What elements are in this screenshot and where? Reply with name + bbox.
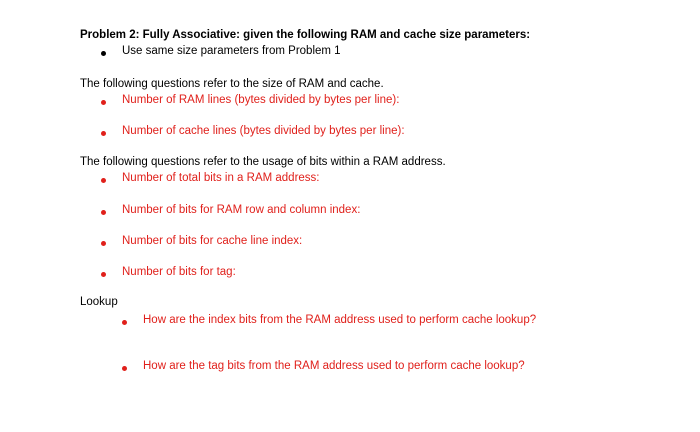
cache-line-index-question: Number of bits for cache line index:: [122, 235, 303, 247]
index-lookup-question: How are the index bits from the RAM address used to perform cache lookup?: [143, 314, 537, 326]
tag-bits-question: Number of bits for tag:: [122, 266, 236, 278]
total-bits-question: Number of total bits in a RAM address:: [122, 172, 320, 184]
cache-lines-question: Number of cache lines (bytes divided by bytes per line):: [122, 125, 405, 137]
bullet: [101, 100, 106, 105]
row-column-index-question: Number of bits for RAM row and column index:: [122, 204, 361, 216]
bullet: [101, 272, 106, 277]
bullet: [101, 178, 106, 183]
bullet: [122, 320, 127, 325]
problem-title: Problem 2: Fully Associative: given the following RAM and cache size parameters:: [80, 29, 531, 41]
bullet: [101, 51, 106, 56]
section1-intro: The following questions refer to the size of RAM and cache.: [80, 78, 384, 90]
title-bullet-text: Use same size parameters from Problem 1: [122, 45, 341, 57]
bullet: [101, 131, 106, 136]
bullet: [122, 366, 127, 371]
bullet: [101, 241, 106, 246]
bullet: [101, 210, 106, 215]
section2-intro: The following questions refer to the usage of bits within a RAM address.: [80, 156, 446, 168]
lookup-label: Lookup: [80, 296, 118, 308]
ram-lines-question: Number of RAM lines (bytes divided by bytes per line):: [122, 94, 400, 106]
tag-lookup-question: How are the tag bits from the RAM address used to perform cache lookup?: [143, 360, 525, 372]
